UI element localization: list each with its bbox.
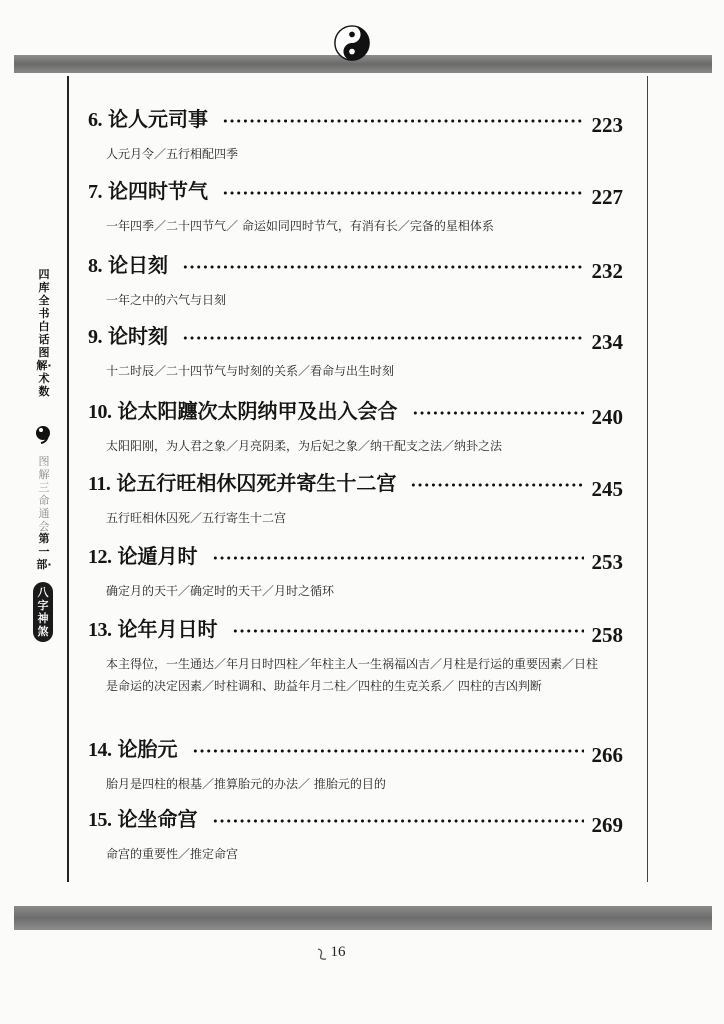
entry-description: 人元月令／五行相配四季	[106, 147, 239, 161]
entry-title: 论年月日时	[117, 617, 218, 641]
entry-number: 8.	[88, 255, 102, 277]
entry-number: 14.	[88, 739, 112, 761]
entry-title: 论太阳躔次太阴纳甲及出入会合	[117, 399, 398, 423]
dot-leader	[222, 191, 584, 195]
footer-band	[14, 906, 712, 930]
entry-number: 12.	[88, 546, 112, 568]
entry-title: 论坐命宫	[117, 807, 198, 831]
page-number: 269	[591, 813, 623, 837]
page-number: 253	[591, 550, 623, 574]
dot-leader	[232, 629, 584, 633]
page-number: 234	[591, 330, 623, 354]
toc-entry[interactable]	[88, 103, 623, 165]
page-number: 240	[591, 405, 623, 429]
dot-leader	[212, 819, 584, 823]
toc-entry[interactable]	[88, 613, 623, 697]
entry-number: 6.	[88, 109, 102, 131]
page-number: 266	[591, 743, 623, 767]
entry-number: 9.	[88, 326, 102, 348]
entry-number: 13.	[88, 619, 112, 641]
entry-title: 论四时节气	[108, 179, 208, 203]
page-number: 258	[591, 623, 623, 647]
entry-title: 论时刻	[108, 324, 168, 348]
entry-description: 太阳阳刚，为人君之象／月亮阴柔，为后妃之象／纳干配支之法／纳卦之法	[106, 439, 503, 453]
entry-title: 论人元司事	[108, 107, 208, 131]
page-number: 227	[591, 185, 623, 209]
page-number: 232	[591, 259, 623, 283]
yin-yang-icon	[333, 24, 371, 62]
entry-title: 论遁月时	[117, 544, 198, 568]
toc-entry[interactable]	[88, 175, 623, 237]
entry-description: 本主得位，一生通达／年月日时四柱／年柱主人一生祸福凶吉／月柱是行运的重要因素／日柱是命运的决定因素／时柱调和、助益年月二柱／四柱的生克关系／ 四柱的吉凶判断	[106, 657, 599, 693]
dot-leader	[192, 749, 584, 753]
entry-number: 7.	[88, 181, 102, 203]
part-badge: 八字神煞	[33, 582, 53, 642]
series-title: 四库全书白话图解·术数	[36, 268, 52, 398]
entry-title: 论日刻	[108, 253, 168, 277]
entry-description: 一年四季／二十四节气／ 命运如同四时节气，有消有长／完备的星相体系	[106, 219, 494, 233]
toc-entry[interactable]	[88, 540, 623, 602]
entry-number: 15.	[88, 809, 112, 831]
toc-entry[interactable]	[88, 249, 623, 311]
toc-entry[interactable]	[88, 733, 623, 795]
toc-entry[interactable]	[88, 467, 623, 529]
entry-title: 论胎元	[117, 737, 178, 761]
entry-description: 一年之中的六气与日刻	[106, 293, 227, 307]
entry-description: 命宫的重要性／推定命宫	[106, 847, 239, 861]
dot-leader	[182, 336, 584, 340]
book-title: 图解三命通会	[38, 455, 50, 533]
dot-leader	[212, 556, 584, 560]
dot-leader	[182, 265, 584, 269]
part-label: 第一部·	[36, 532, 52, 571]
entry-title: 论五行旺相休囚死并寄生十二宫	[116, 471, 397, 495]
toc-entry[interactable]	[88, 395, 623, 457]
dot-leader	[222, 119, 584, 123]
toc-entry[interactable]	[88, 320, 623, 382]
toc-entry[interactable]	[88, 803, 623, 865]
page-number: 245	[591, 477, 623, 501]
entry-number: 10.	[88, 401, 112, 423]
page-number: 223	[591, 113, 623, 137]
page-folio: 16	[330, 944, 346, 960]
entry-description: 十二时辰／二十四节气与时刻的关系／看命与出生时刻	[106, 364, 395, 378]
entry-number: 11.	[88, 473, 111, 495]
dot-leader	[410, 483, 583, 487]
side-yin-yang-icon	[35, 424, 51, 444]
entry-description: 胎月是四柱的根基／推算胎元的办法／ 推胎元的目的	[106, 777, 386, 791]
entry-description: 五行旺相休囚死／五行寄生十二宫	[106, 511, 287, 525]
entry-description: 确定月的天干／确定时的天干／月时之循环	[106, 584, 335, 598]
dot-leader	[412, 411, 584, 415]
